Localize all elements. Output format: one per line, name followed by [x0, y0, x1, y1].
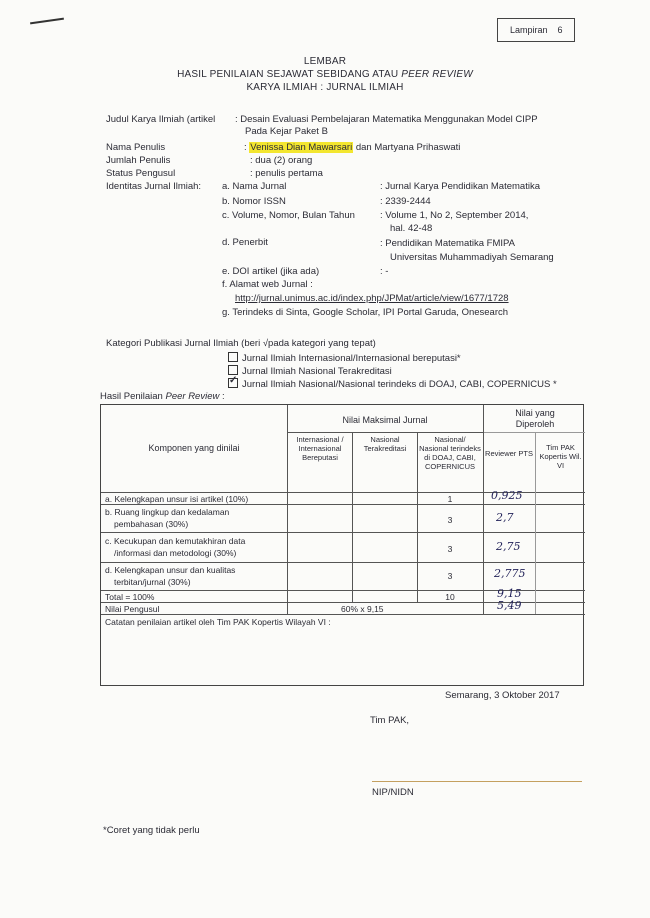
- judul-value-1: : Desain Evaluasi Pembelajaran Matematika Menggunakan Model CIPP: [235, 114, 538, 125]
- hasil-label-pre: Hasil Penilaian: [100, 391, 166, 402]
- penulis-rest: dan Martyana Prihaswati: [353, 142, 461, 153]
- row-b-max: 3: [447, 515, 453, 525]
- ident-b-label: b. Nomor ISSN: [222, 196, 286, 207]
- heading-line1: LEMBAR: [303, 56, 347, 67]
- ident-e-value: : -: [380, 266, 389, 277]
- ident-d-value-2: Universitas Muhammadiyah Semarang: [390, 252, 554, 263]
- total-score: 9,15: [497, 587, 522, 600]
- tim-pak-label: Tim PAK,: [370, 715, 410, 726]
- row-a-score: 0,925: [491, 489, 523, 502]
- col-internasional: Internasional / Internasional Bereputasi: [296, 435, 344, 462]
- row-a-label: a. Kelengkapan unsur isi artikel (10%): [105, 494, 249, 504]
- ident-g-label: g. Terindeks di Sinta, Google Scholar, IPI Portal Garuda, Onesearch: [222, 307, 509, 318]
- hasil-label-em: Peer Review: [165, 391, 220, 402]
- ident-b-value: : 2339-2444: [380, 196, 431, 207]
- checkbox-internasional[interactable]: [228, 352, 238, 362]
- peer-review-table: [100, 404, 584, 686]
- col-tim: Tim PAK Kopertis Wil. VI: [539, 443, 582, 470]
- row-d-score: 2,775: [494, 567, 526, 580]
- signature-line: [372, 781, 582, 782]
- komponen-header: Komponen yang dinilai: [148, 443, 240, 453]
- checkbox-nasional-terindeks[interactable]: [228, 378, 238, 388]
- checkbox-nasional-terakreditasi[interactable]: [228, 365, 238, 375]
- hasil-label-post: :: [219, 391, 225, 402]
- heading-line2-em: PEER REVIEW: [401, 69, 473, 80]
- penulis-highlight: Venissa Dian Mawarsari: [250, 142, 353, 153]
- row-b-label-1: b. Ruang lingkup dan kedalaman: [105, 507, 230, 517]
- jumlah-label: Jumlah Penulis: [106, 155, 171, 166]
- row-c-max: 3: [447, 544, 453, 554]
- identitas-label: Identitas Jurnal Ilmiah:: [106, 181, 202, 192]
- penulis-colon: :: [244, 142, 247, 153]
- row-d-max: 3: [447, 571, 453, 581]
- heading-line3: KARYA ILMIAH : JURNAL ILMIAH: [246, 82, 404, 93]
- footnote: *Coret yang tidak perlu: [103, 825, 200, 836]
- penulis-value: [244, 142, 460, 153]
- nilai-maks-header: Nilai Maksimal Jurnal: [342, 415, 428, 425]
- col-reviewer: Reviewer PTS: [485, 449, 533, 458]
- ident-c-label: c. Volume, Nomor, Bulan Tahun: [222, 210, 355, 221]
- kategori-option-2: [228, 365, 392, 377]
- total-label: Total = 100%: [105, 592, 155, 602]
- row-c-score: 2,75: [496, 540, 521, 553]
- place-date: Semarang, 3 Oktober 2017: [445, 690, 560, 701]
- lampiran-label: Lampiran: [510, 25, 548, 35]
- row-a-max: 1: [447, 494, 453, 504]
- judul-value-2: Pada Kejar Paket B: [245, 126, 328, 137]
- status-value: : penulis pertama: [250, 168, 323, 179]
- lampiran-number: 6: [557, 25, 563, 35]
- total-max: 10: [445, 592, 455, 602]
- kategori-option-1: [228, 352, 461, 364]
- catatan-label: Catatan penilaian artikel oleh Tim PAK Kopertis Wilayah VI :: [105, 617, 331, 627]
- kategori-opt1-label: Jurnal Ilmiah Internasional/Internasional bereputasi*: [242, 353, 461, 364]
- heading-line2: [0, 69, 650, 80]
- row-c-label-2: /informasi dan metodologi (30%): [114, 548, 237, 558]
- row-d-label-2: terbitan/jurnal (30%): [114, 577, 191, 587]
- hasil-label: [100, 391, 225, 402]
- judul-label: Judul Karya Ilmiah (artikel: [106, 114, 216, 125]
- heading-line2-text: HASIL PENILAIAN SEJAWAT SEBIDANG ATAU: [177, 69, 402, 80]
- kategori-option-3: [228, 378, 557, 390]
- ident-d-label: d. Penerbit: [222, 237, 268, 248]
- col-nasional-index: Nasional/ Nasional terindeks di DOAJ, CABI, COPERNICUS: [419, 435, 481, 471]
- nilai-peroleh-header: Nilai yang Diperoleh: [515, 408, 555, 429]
- journal-url-link[interactable]: http://jurnal.unimus.ac.id/index.php/JPMat/article/view/1677/1728: [235, 293, 509, 304]
- pengusul-score: 5,49: [497, 599, 522, 612]
- jumlah-value: : dua (2) orang: [250, 155, 313, 166]
- header-faint-text: [109, 463, 111, 473]
- penulis-label: Nama Penulis: [106, 142, 166, 153]
- kategori-opt3-label: Jurnal Ilmiah Nasional/Nasional terindeks di DOAJ, CABI, COPERNICUS *: [242, 379, 557, 390]
- ident-c-value-2: hal. 42-48: [390, 223, 433, 234]
- row-d-label-1: d. Kelengkapan unsur dan kualitas: [105, 565, 236, 575]
- pen-mark: [30, 18, 64, 25]
- nip-label: NIP/NIDN: [372, 787, 414, 798]
- pengusul-formula: 60% x 9,15: [341, 604, 384, 614]
- ident-c-value-1: : Volume 1, No 2, September 2014,: [380, 210, 529, 221]
- ident-a-label: a. Nama Jurnal: [222, 181, 287, 192]
- pengusul-label: Nilai Pengusul: [105, 604, 160, 614]
- col-nasional: Nasional Terakreditasi: [363, 435, 407, 453]
- row-b-label-2: pembahasan (30%): [114, 519, 189, 529]
- ident-f-label: f. Alamat web Jurnal :: [222, 279, 313, 290]
- status-label: Status Pengusul: [106, 168, 176, 179]
- ident-d-value-1: : Pendidikan Matematika FMIPA: [380, 238, 515, 249]
- ident-a-value: : Jurnal Karya Pendidikan Matematika: [380, 181, 540, 192]
- kategori-title: Kategori Publikasi Jurnal Ilmiah (beri √pada kategori yang tepat): [106, 338, 376, 349]
- ident-e-label: e. DOI artikel (jika ada): [222, 266, 320, 277]
- lampiran-box: [497, 18, 575, 42]
- row-c-label-1: c. Kecukupan dan kemutakhiran data: [105, 536, 246, 546]
- kategori-opt2-label: Jurnal Ilmiah Nasional Terakreditasi: [242, 366, 392, 377]
- row-b-score: 2,7: [496, 511, 514, 524]
- catatan-area[interactable]: [101, 629, 585, 685]
